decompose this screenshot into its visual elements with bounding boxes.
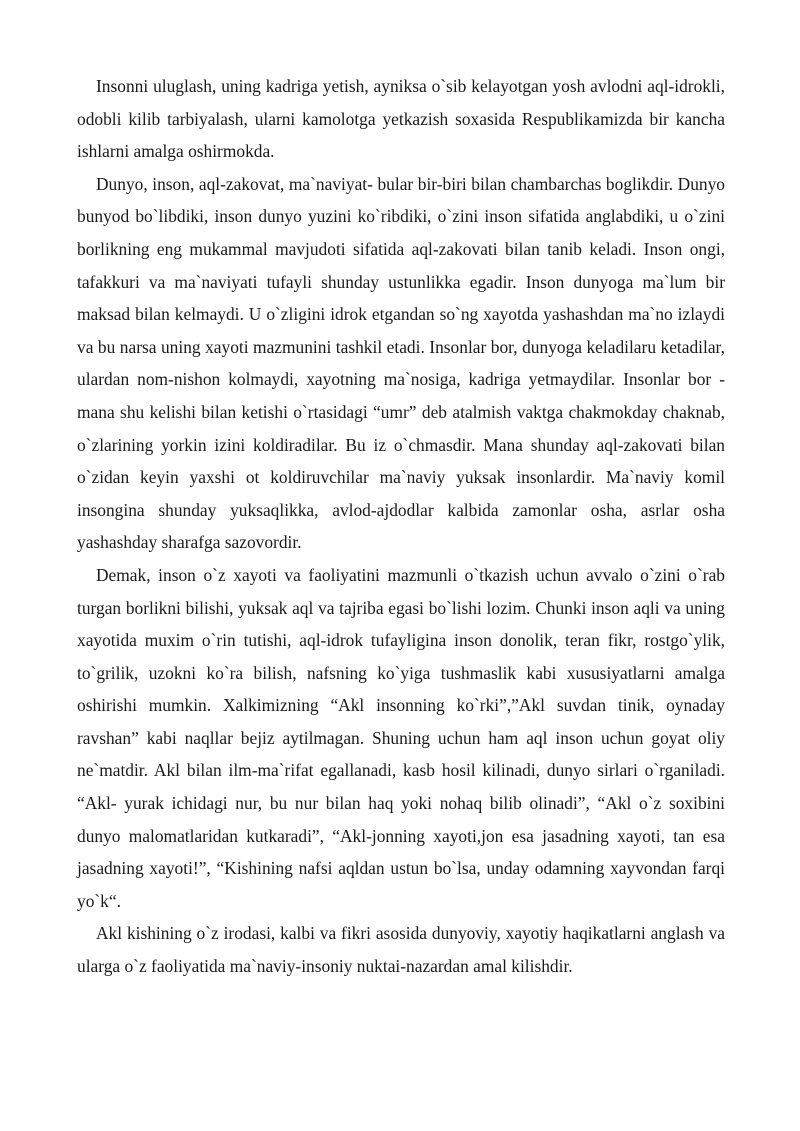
- paragraph-3: Demak, inson o`z xayoti va faoliyatini mazmunli o`tkazish uchun avvalo o`zini o`rab turgan borlikni bilishi, yuksak aql va tajriba egasi bo`lishi lozim. Chunki inson aqli va uning xayotida muxim o`rin tutishi, aql-idrok tufayligina inson donolik, teran fikr, rostgo`ylik, to`grilik, uzokni ko`ra bilish, nafsning ko`yiga tushmaslik kabi xususiyatlarni amalga oshirishi mumkin. Xalkimizning “Akl insonning ko`rki”,”Akl suvdan tinik, oynaday ravshan” kabi naqllar bejiz aytilmagan. Shuning uchun ham aql inson uchun goyat oliy ne`matdir. Akl bilan ilm-ma`rifat egallanadi, kasb hosil kilinadi, dunyo sirlari o`rganiladi. “Akl- yurak ichidagi nur, bu nur bilan haq yoki nohaq bilib olinadi”, “Akl o`z soxibini dunyo malomatlaridan kutkaradi”, “Akl-jonning xayoti,jon esa jasadning xayoti, tan esa jasadning xayoti!”, “Kishining nafsi aqldan ustun bo`lsa, unday odamning xayvondan farqi yo`k“.: [77, 564, 725, 911]
- paragraph-1: Insonni uluglash, uning kadriga yetish, ayniksa o`sib kelayotgan yosh avlodni aql-idrokli, odobli kilib tarbiyalash, ularni kamolotga yetkazish soxasida Respublikamizda bir kancha ishlarni amalga oshirmokda.: [77, 76, 725, 162]
- paragraph-2: Dunyo, inson, aql-zakovat, ma`naviyat- bular bir-biri bilan chambarchas boglikdir. Dunyo bunyod bo`libdiki, inson dunyo yuzini ko`ribdiki, o`zini inson sifatida anglabdiki, u o`zini borlikning eng mukammal mavjudoti sifatida aql-zakovati bilan tanib keladi. Inson ongi, tafakkuri va ma`naviyati tufayli shunday ustunlikka egadir. Inson dunyoga ma`lum bir maksad bilan kelmaydi. U o`zligini idrok etgandan so`ng xayotda yashashdan ma`no izlaydi va bu narsa uning xayoti mazmunini tashkil etadi. Insonlar bor, dunyoga keladilaru ketadilar, ulardan nom-nishon kolmaydi, xayotning ma`nosiga, kadriga yetmaydilar. Insonlar bor - mana shu kelishi bilan ketishi o`rtasidagi “umr” deb atalmish vaktga chakmokday chaknab, o`zlarining yorkin izini koldiradilar. Bu iz o`chmasdir. Mana shunday aql-zakovati bilan o`zidan keyin yaxshi ot koldiruvchilar ma`naviy yuksak insonlardir. Ma`naviy komil insongina shunday yuksaqlikka, avlod-ajdodlar kalbida zamonlar osha, asrlar osha yashashday sharafga sazovordir.: [77, 173, 725, 553]
- paragraph-4: Akl kishining o`z irodasi, kalbi va fikri asosida dunyoviy, xayotiy haqikatlarni anglash va ularga o`z faoliyatida ma`naviy-insoniy nuktai-nazardan amal kilishdir.: [77, 923, 725, 977]
- document-page: [77, 70, 725, 983]
